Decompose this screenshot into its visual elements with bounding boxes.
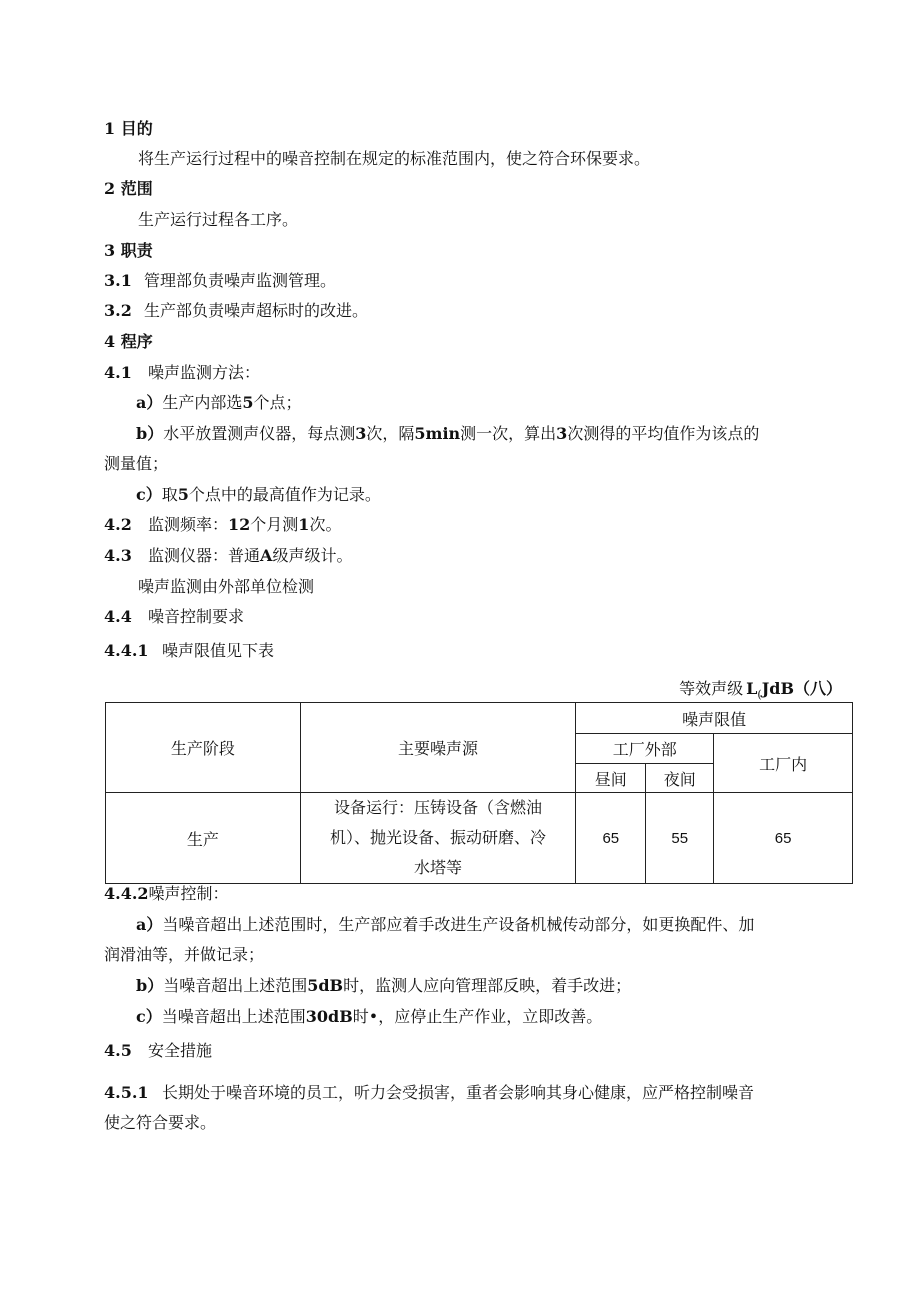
text-span: 次。 — [309, 515, 342, 534]
list-item-c — [136, 484, 381, 506]
section-1-heading: 1 目的 — [104, 119, 153, 138]
list-item-b — [136, 423, 759, 445]
control-item-a-continued: 润滑油等，并做记录； — [104, 945, 265, 964]
section-4-5 — [104, 1040, 212, 1062]
section-3-heading: 3 职责 — [104, 241, 153, 260]
text-span: 次，隔 — [366, 424, 415, 443]
list-item-a — [136, 392, 302, 414]
item-number: 4.5 — [104, 1041, 132, 1060]
list-item-b-continued: 测量值； — [104, 454, 169, 473]
list-label: a） — [136, 393, 163, 412]
list-label: c） — [136, 1007, 162, 1026]
item-text: 噪声控制： — [148, 884, 229, 903]
list-label: b） — [136, 424, 164, 443]
header-day: 昼间 — [576, 764, 646, 793]
text-span: 当噪音超出上述范围 — [163, 976, 308, 995]
list-label: a） — [136, 915, 163, 934]
header-inside: 工厂内 — [714, 734, 853, 793]
control-item-c — [136, 1006, 602, 1028]
source-line: 设备运行：压铸设备（含燃油 — [334, 798, 543, 817]
cell-source — [300, 793, 576, 884]
text-span: 时•，应停止生产作业，立即改善。 — [352, 1007, 603, 1026]
number-span: 5min — [414, 424, 461, 443]
section-4-heading: 4 程序 — [104, 332, 153, 351]
text-span: 生产内部选 — [162, 393, 243, 412]
cell-stage: 生产 — [106, 793, 301, 884]
cell-inside: 65 — [714, 793, 853, 884]
section-3-1 — [104, 270, 336, 292]
section-4-2 — [104, 514, 341, 536]
text-span: 个点； — [253, 393, 302, 412]
item-number: 4.3 — [104, 546, 132, 565]
text-span: 测一次，算出 — [460, 424, 557, 443]
section-4-3-note: 噪声监测由外部单位检测 — [138, 577, 315, 596]
table-row — [106, 793, 853, 884]
source-line: 水塔等 — [414, 858, 463, 877]
text-span: 个月测 — [250, 515, 299, 534]
number-span: 5 — [242, 393, 254, 412]
text-span: 水平放置测声仪器，每点测 — [163, 424, 356, 443]
section-3-2 — [104, 300, 368, 322]
cell-night: 55 — [646, 793, 714, 884]
item-text: 噪声监测方法： — [148, 363, 261, 382]
section-4-1 — [104, 362, 260, 384]
noise-limit-table — [105, 702, 853, 884]
text-span: 时，监测人应向管理部反映，着手改进； — [343, 976, 632, 995]
section-2-heading: 2 范围 — [104, 179, 153, 198]
header-source: 主要噪声源 — [300, 703, 576, 793]
number-span: 1 — [298, 515, 310, 534]
list-label: c） — [136, 485, 162, 504]
text-span: 个点中的最高值作为记录。 — [188, 485, 381, 504]
section-4-4-2 — [104, 883, 229, 905]
number-span: 5dB — [307, 976, 344, 995]
symbol-span: L — [746, 679, 758, 698]
section-4-4-1 — [104, 640, 274, 662]
item-number: 3.2 — [104, 301, 132, 320]
item-number: 4.5.1 — [104, 1083, 149, 1102]
number-span: 30dB — [305, 1007, 353, 1026]
item-text: 噪音控制要求 — [148, 607, 245, 626]
header-night: 夜间 — [646, 764, 714, 793]
source-line: 机）、抛光设备、振动研磨、冷 — [330, 828, 547, 847]
section-4-5-1-continued: 使之符合要求。 — [104, 1113, 217, 1132]
control-item-a — [136, 914, 754, 936]
text-span: 长期处于噪音环境的员工，听力会受损害，重者会影响其身心健康，应严格控制噪音 — [162, 1083, 755, 1102]
item-number: 4.2 — [104, 515, 132, 534]
list-label: b） — [136, 976, 164, 995]
number-span: A — [260, 546, 273, 565]
text-span: 取 — [161, 485, 178, 504]
section-4-3 — [104, 545, 352, 567]
section-4-4 — [104, 606, 244, 628]
item-number: 4.4.2 — [104, 884, 149, 903]
item-text: 管理部负责噪声监测管理。 — [144, 271, 337, 290]
text-span: 级声级计。 — [272, 546, 353, 565]
unit-span: JdB（八） — [761, 679, 842, 698]
text-span: 等效声级 — [679, 679, 744, 698]
section-1-text: 将生产运行过程中的噪音控制在规定的标准范围内，使之符合环保要求。 — [138, 149, 651, 168]
item-number: 4.4.1 — [104, 641, 149, 660]
text-span: 当噪音超出上述范围 — [161, 1007, 306, 1026]
item-number: 4.1 — [104, 363, 132, 382]
text-span: 监测频率： — [148, 515, 229, 534]
item-text: 噪声限值见下表 — [162, 641, 275, 660]
number-span: 12 — [228, 515, 251, 534]
control-item-b — [136, 975, 631, 997]
section-4-5-1 — [104, 1082, 754, 1104]
text-span: 监测仪器：普通 — [148, 546, 261, 565]
number-span: 5 — [177, 485, 189, 504]
item-number: 3.1 — [104, 271, 132, 290]
item-text: 安全措施 — [148, 1041, 213, 1060]
header-limit: 噪声限值 — [576, 703, 853, 734]
header-stage: 生产阶段 — [106, 703, 301, 793]
text-span: 当噪音超出上述范围时，生产部应着手改进生产设备机械传动部分，如更换配件、加 — [162, 915, 755, 934]
subscript-span: ( — [757, 688, 762, 702]
item-text: 生产部负责噪声超标时的改进。 — [144, 301, 369, 320]
number-span: 3 — [556, 424, 568, 443]
section-2-text: 生产运行过程各工序。 — [138, 210, 299, 229]
number-span: 3 — [355, 424, 367, 443]
text-span: 次测得的平均值作为该点的 — [567, 424, 760, 443]
cell-day: 65 — [576, 793, 646, 884]
header-outside: 工厂外部 — [576, 734, 714, 764]
item-number: 4.4 — [104, 607, 132, 626]
